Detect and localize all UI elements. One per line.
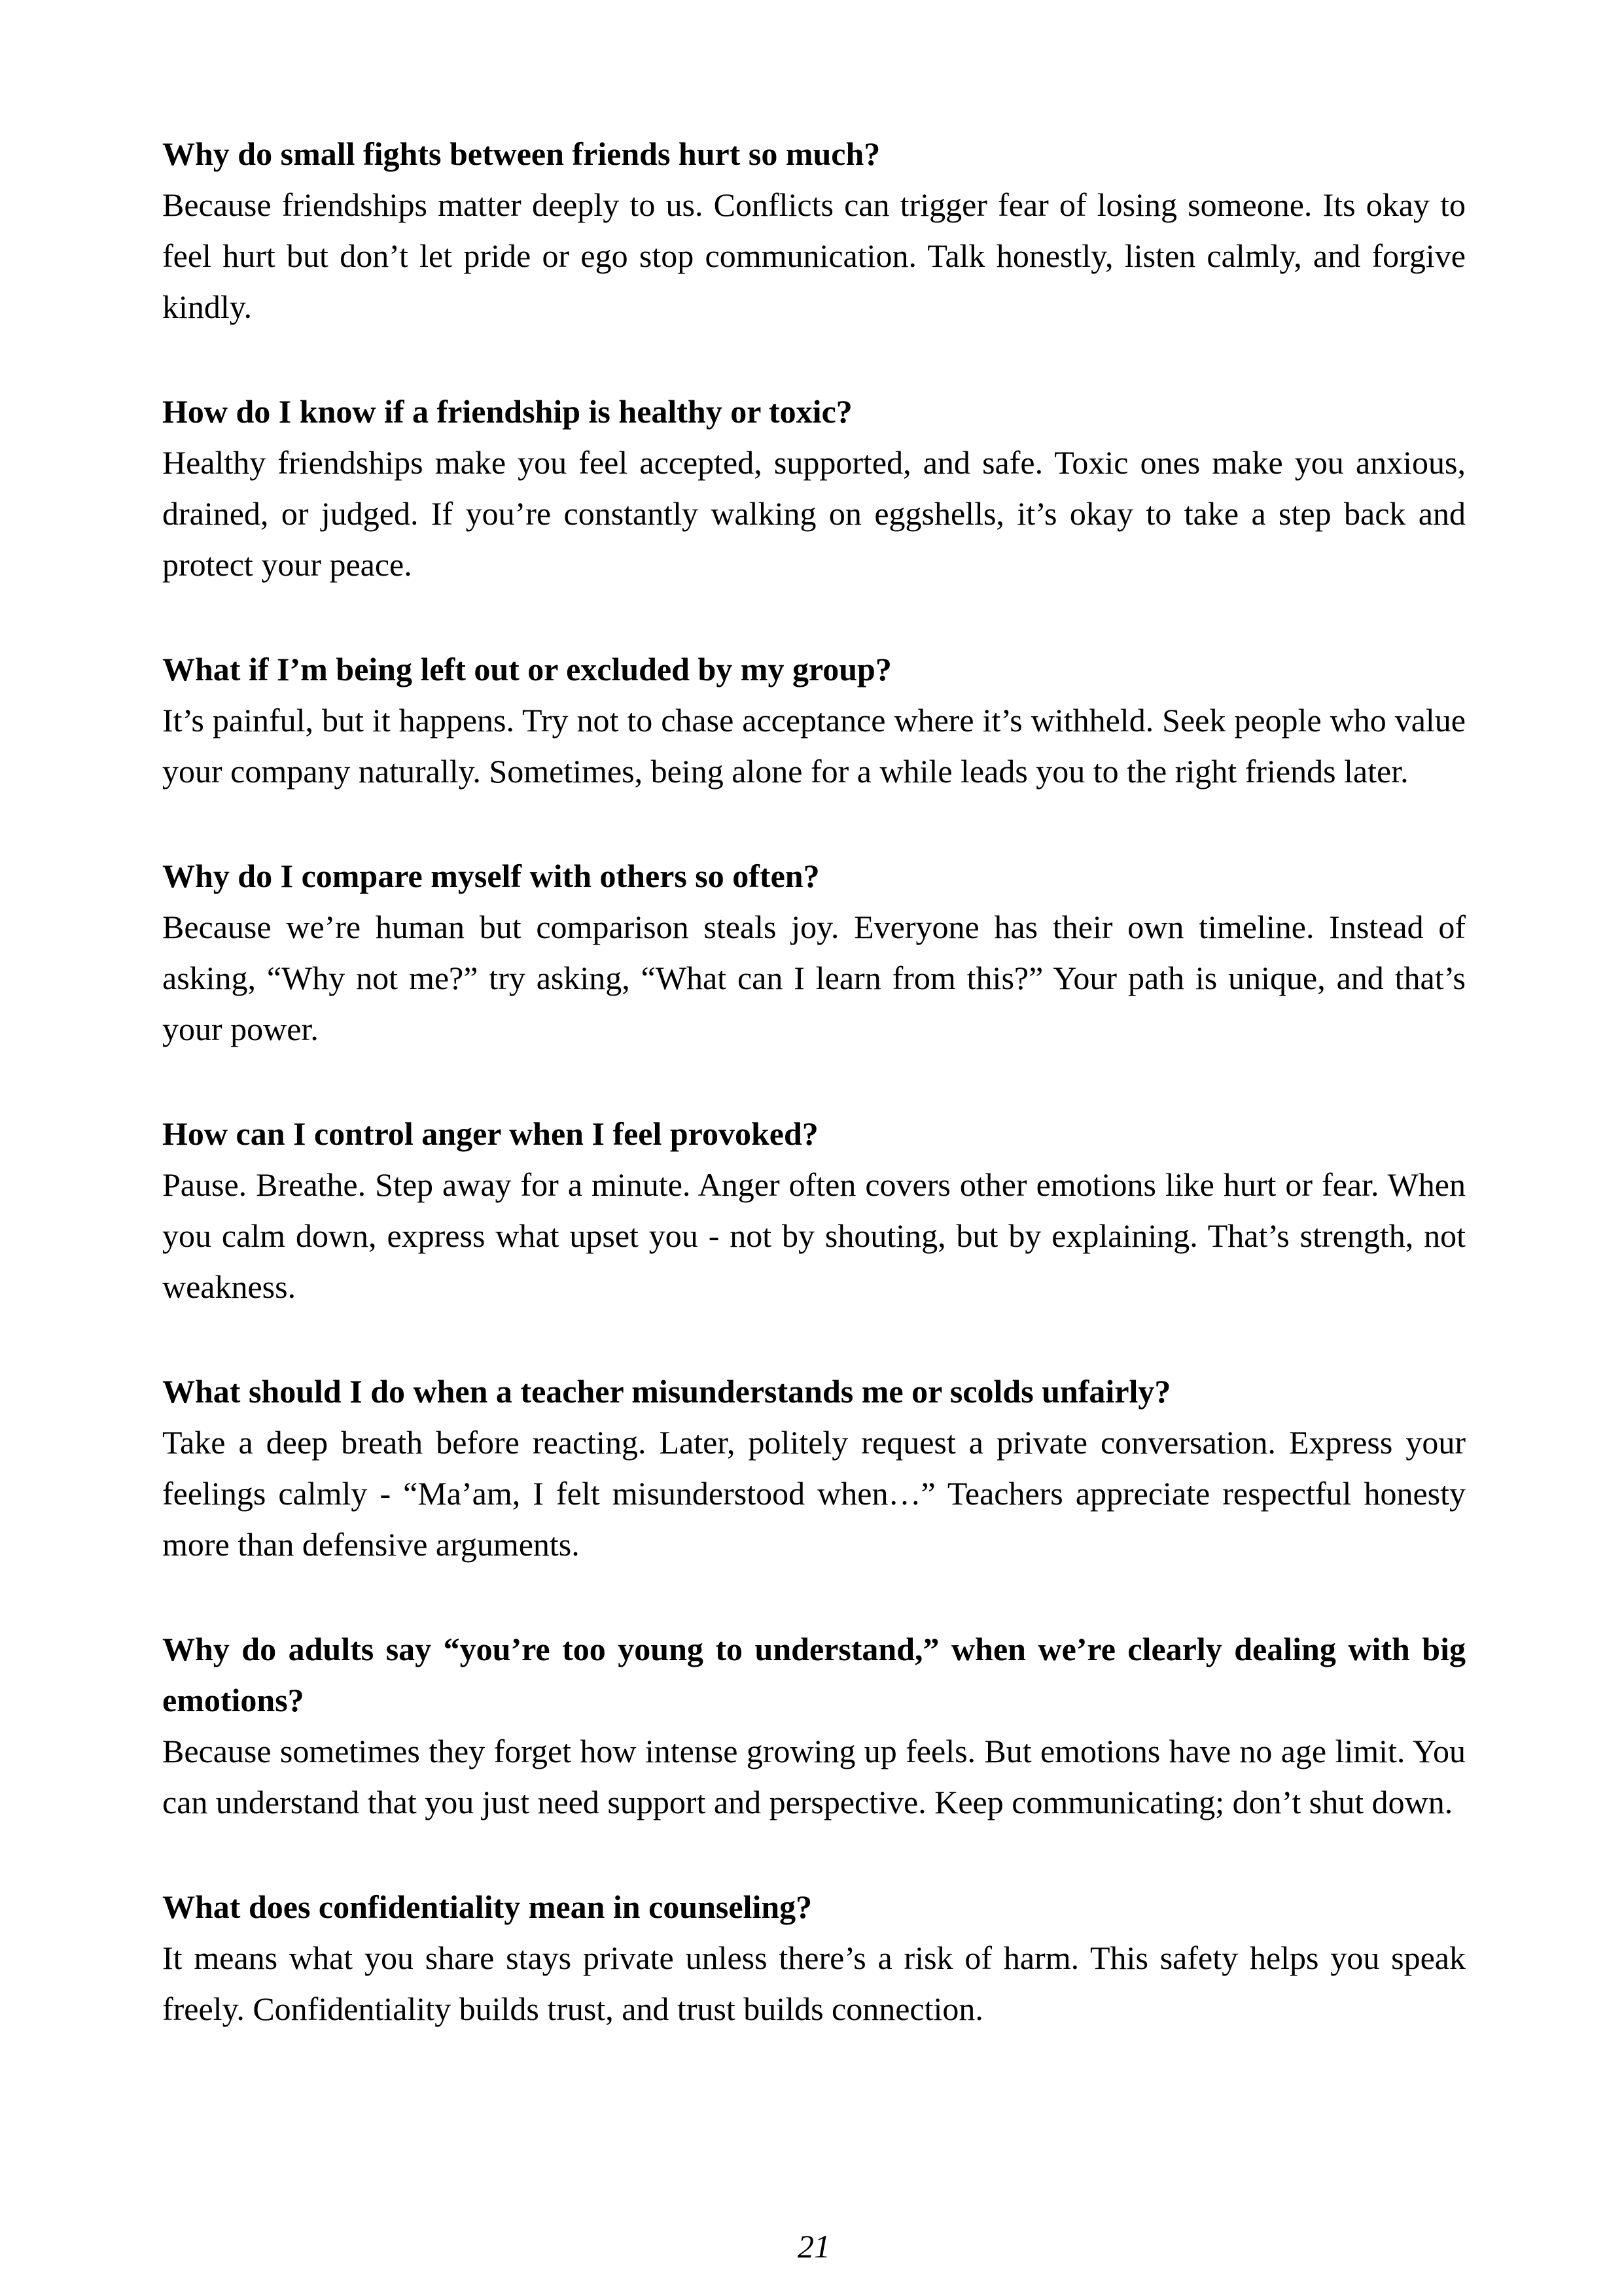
qa-block [162,1624,1466,1828]
answer-paragraph: Healthy friendships make you feel accepted, supported, and safe. Toxic ones make you anxious, drained, or judged. If you’re constantly walking on eggshells, it’s okay to take a step back and protect your peace. [162,444,1466,583]
page-number: 21 [798,2228,830,2265]
answer-paragraph: Pause. Breathe. Step away for a minute. Anger often covers other emotions like hurt or fear. When you calm down, express what upset you - not by shouting, but by explaining. That’s strength, not weakness. [162,1166,1466,1305]
question-heading: Why do I compare myself with others so often? [162,858,820,894]
question-heading: How can I control anger when I feel provoked? [162,1115,819,1152]
question-heading: Why do small fights between friends hurt so much? [162,135,881,172]
answer-paragraph: Because friendships matter deeply to us. Conflicts can trigger fear of losing someone. Its okay to feel hurt but don’t let pride or ego stop communication. Talk honestly, listen calmly, and forgive kindly. [162,186,1466,325]
qa-block [162,850,1466,1054]
answer-paragraph: It’s painful, but it happens. Try not to chase acceptance where it’s withheld. Seek people who value your company naturally. Sometimes, being alone for a while leads you to the right friends later. [162,702,1466,790]
qa-block [162,128,1466,332]
question-heading: What if I’m being left out or excluded by my group? [162,651,892,687]
question-heading: Why do adults say “you’re too young to understand,” when we’re clearly dealing with big emotions? [162,1631,1466,1718]
answer-paragraph: Because sometimes they forget how intense growing up feels. But emotions have no age limit. You can understand that you just need support and perspective. Keep communicating; don’t shut down. [162,1733,1466,1820]
qa-block [162,386,1466,590]
question-heading: What does confidentiality mean in counseling? [162,1888,813,1925]
qa-block [162,1881,1466,2034]
qa-block [162,644,1466,797]
answer-paragraph: It means what you share stays private unless there’s a risk of harm. This safety helps you speak freely. Confidentiality builds trust, and trust builds connection. [162,1939,1466,2027]
qa-block [162,1108,1466,1312]
answer-paragraph: Because we’re human but comparison steals joy. Everyone has their own timeline. Instead of asking, “Why not me?” try asking, “What can I learn from this?” Your path is unique, and that’s your power. [162,909,1466,1047]
question-heading: How do I know if a friendship is healthy or toxic? [162,393,853,430]
qa-block [162,1366,1466,1570]
question-heading: What should I do when a teacher misunderstands me or scolds unfairly? [162,1373,1171,1410]
answer-paragraph: Take a deep breath before reacting. Later, politely request a private conversation. Express your feelings calmly - “Ma’am, I felt misunderstood when…” Teachers appreciate respectful honesty more than defensive arguments. [162,1424,1466,1563]
qa-content [162,128,1466,2034]
